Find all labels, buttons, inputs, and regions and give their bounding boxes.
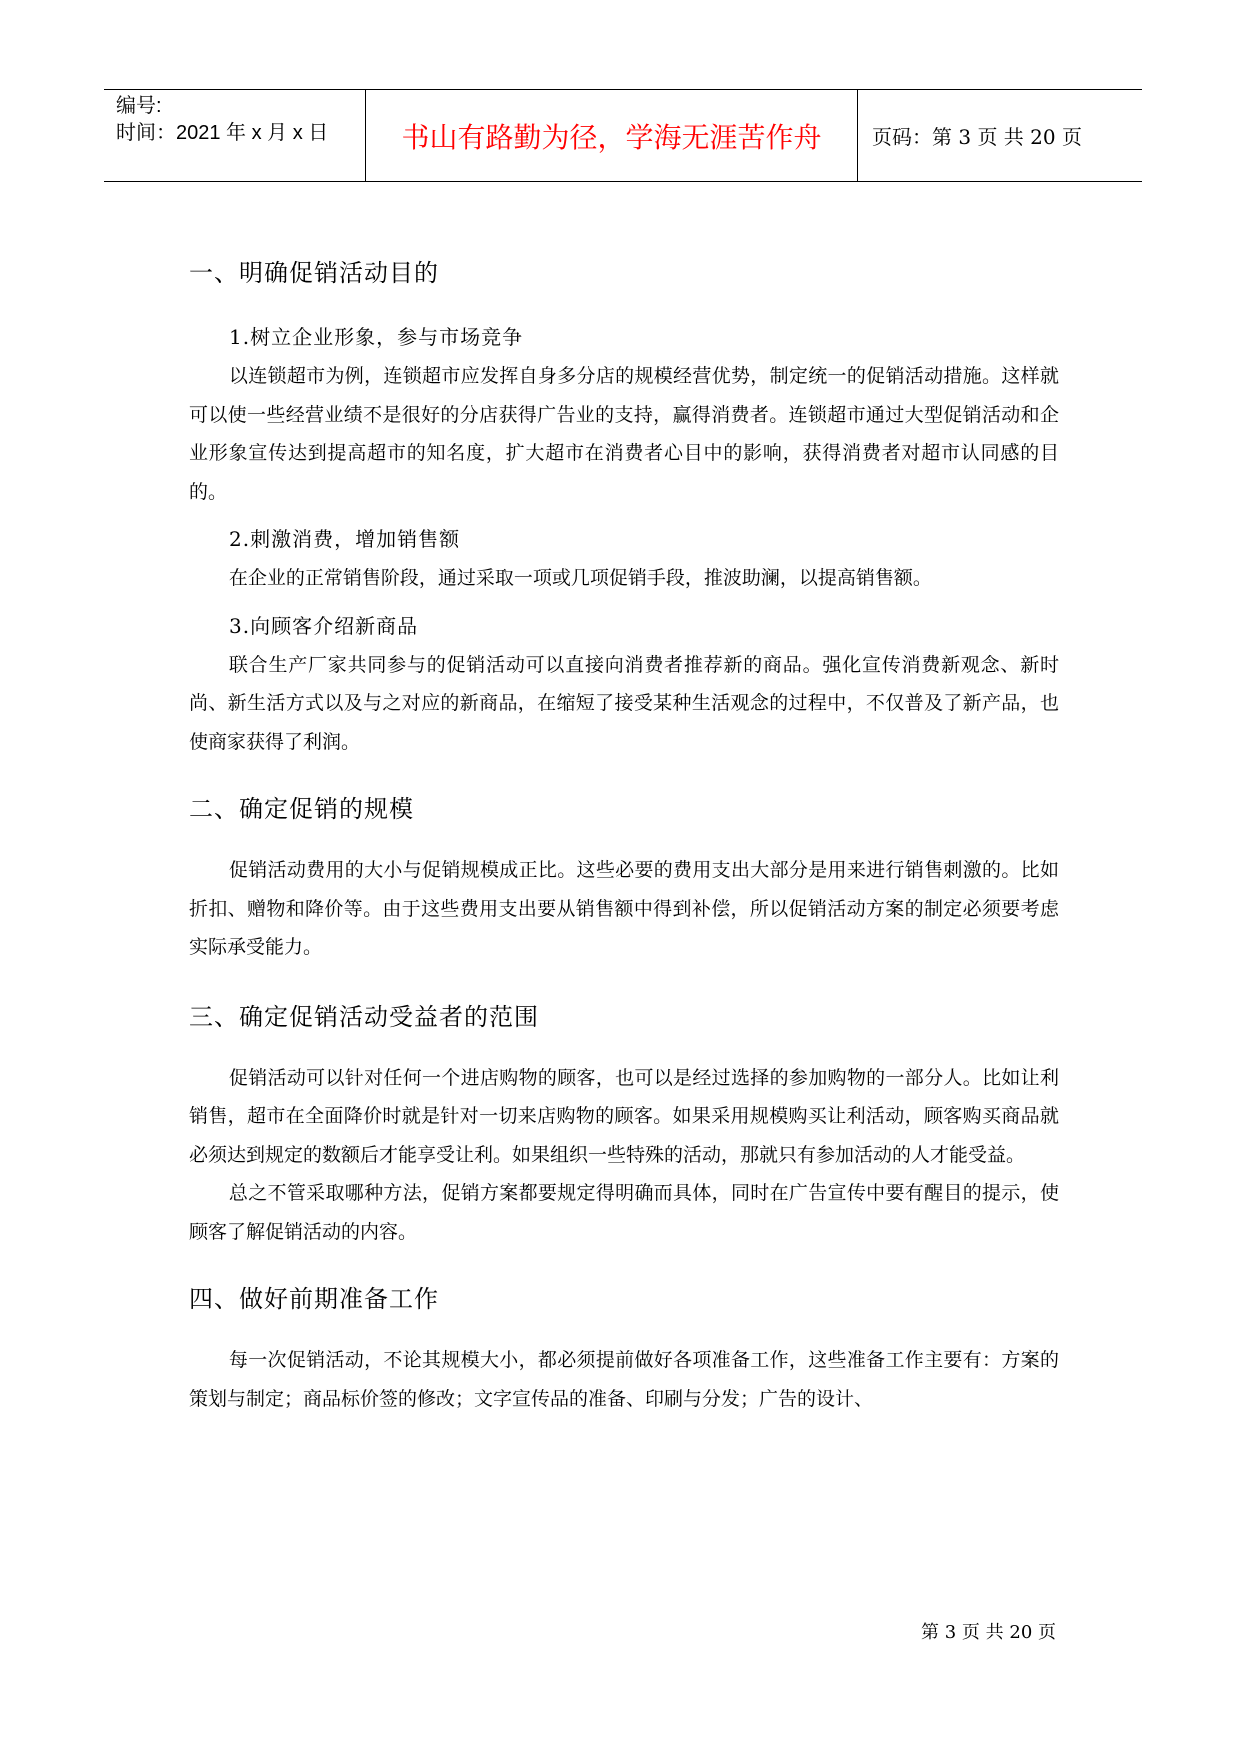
header-page-info: 页码：第 3 页 共 20 页 xyxy=(872,125,1082,149)
time-label: 时间：2021 年 x 月 x 日 xyxy=(116,122,329,144)
paragraph: 每一次促销活动，不论其规模大小，都必须提前做好各项准备工作，这些准备工作主要有：方案的策划与制定；商品标价签的修改；文字宣传品的准备、印刷与分发；广告的设计、 xyxy=(189,1349,1059,1410)
paragraph: 在企业的正常销售阶段，通过采取一项或几项促销手段，推波助澜，以提高销售额。 xyxy=(228,567,932,589)
section-heading: 二、确定促销的规模 xyxy=(189,795,414,823)
subsection-heading: 3.向顾客介绍新商品 xyxy=(229,613,419,638)
page-footer: 第 3 页 共 20 页 xyxy=(921,1622,1056,1643)
section-heading: 三、确定促销活动受益者的范围 xyxy=(189,1002,539,1031)
paragraph: 以连锁超市为例，连锁超市应发挥自身多分店的规模经营优势，制定统一的促销活动措施。这样就可以使一些经营业绩不是很好的分店获得广告业的支持，赢得消费者。连锁超市通过大型促销活动和企业形象宣传达到提高超市的知名度，扩大超市在消费者心目中的影响，获得消费者对超市认同感的目的。 xyxy=(189,365,1059,503)
page-header xyxy=(104,89,1142,182)
section-heading: 四、做好前期准备工作 xyxy=(189,1285,439,1313)
header-meta xyxy=(104,90,366,181)
number-label: 编号: xyxy=(116,95,162,117)
section-heading: 一、明确促销活动目的 xyxy=(189,259,439,287)
document-body xyxy=(189,250,1059,1418)
paragraph: 促销活动可以针对任何一个进店购物的顾客，也可以是经过选择的参加购物的一部分人。比如让利销售，超市在全面降价时就是针对一切来店购物的顾客。如果采用规模购买让利活动，顾客购买商品就必须达到规定的数额后才能享受让利。如果组织一些特殊的活动，那就只有参加活动的人才能受益。 xyxy=(189,1066,1059,1166)
header-motto: 书山有路勤为径，学海无涯苦作舟 xyxy=(366,90,858,181)
paragraph: 联合生产厂家共同参与的促销活动可以直接向消费者推荐新的商品。强化宣传消费新观念、新时尚、新生活方式以及与之对应的新商品，在缩短了接受某种生活观念的过程中，不仅普及了新产品，也使商家获得了利润。 xyxy=(189,653,1059,753)
paragraph: 总之不管采取哪种方法，促销方案都要规定得明确而具体，同时在广告宣传中要有醒目的提示，使顾客了解促销活动的内容。 xyxy=(189,1182,1059,1243)
paragraph: 促销活动费用的大小与促销规模成正比。这些必要的费用支出大部分是用来进行销售刺激的。比如折扣、赠物和降价等。由于这些费用支出要从销售额中得到补偿，所以促销活动方案的制定必须要考虑实际承受能力。 xyxy=(189,859,1059,958)
subsection-heading: 1.树立企业形象，参与市场竞争 xyxy=(229,325,524,349)
subsection-heading: 2.刺激消费，增加销售额 xyxy=(229,527,461,551)
